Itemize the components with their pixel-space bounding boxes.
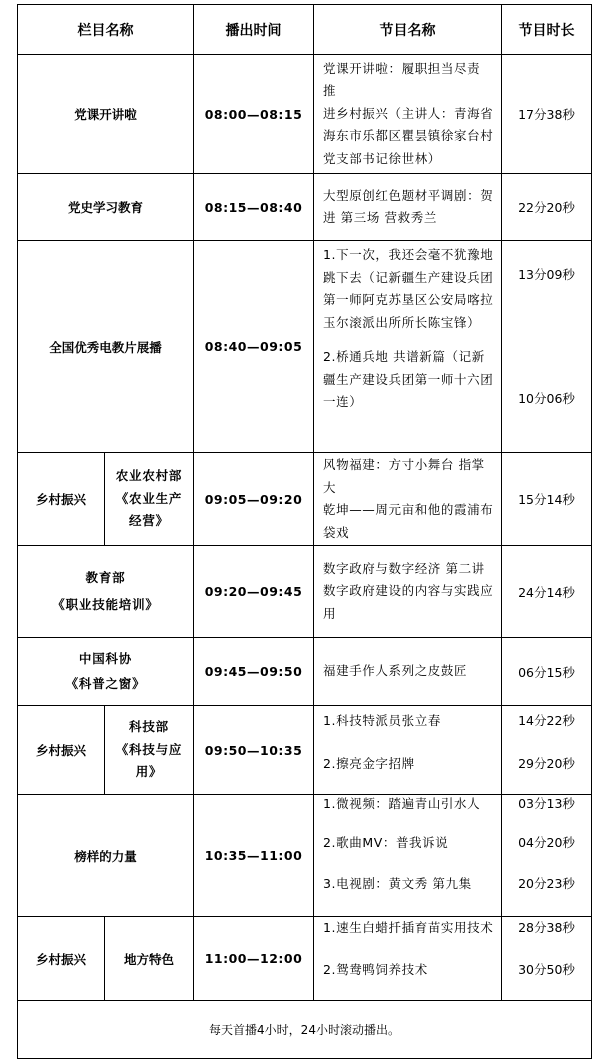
- program-line: 一连）: [323, 394, 363, 409]
- program-line: 2.桥通兵地 共谱新篇（记新: [323, 349, 485, 364]
- header-duration: 节目时长: [502, 5, 592, 55]
- sub-line: 农业农村部: [115, 468, 183, 484]
- duration: [502, 241, 592, 453]
- program-line: 党支部书记徐世林）: [323, 150, 441, 166]
- duration-item: 30分50秒: [518, 962, 575, 977]
- program-name: [314, 795, 502, 917]
- column-line: 中国科协: [78, 651, 133, 666]
- air-time: 11:00—12:00: [194, 917, 314, 1001]
- program-line: 第一师阿克苏垦区公安局喀拉: [323, 292, 494, 307]
- table-row: [18, 55, 592, 174]
- header-row: [18, 5, 592, 55]
- program-name: [314, 638, 502, 706]
- air-time: 09:05—09:20: [194, 453, 314, 546]
- column-name: 党史学习教育: [18, 174, 194, 241]
- air-time: 09:20—09:45: [194, 546, 314, 638]
- sub-line: 《农业生产: [115, 490, 183, 506]
- table-row: [18, 638, 592, 706]
- program-name: [314, 174, 502, 241]
- program-line: 1.下一次，我还会毫不犹豫地: [323, 247, 494, 262]
- column-name: 榜样的力量: [18, 795, 194, 917]
- program-name: [314, 917, 502, 1001]
- duration: 15分14秒: [502, 453, 592, 546]
- duration: 17分38秒: [502, 55, 592, 174]
- table-row: [18, 706, 592, 795]
- program-line: 数字政府与数字经济 第二讲: [323, 560, 485, 576]
- group-name: 乡村振兴: [18, 706, 105, 795]
- program-line: 进 第三场 营救秀兰: [323, 210, 437, 225]
- program-name: [314, 453, 502, 546]
- column-line: 教育部: [85, 570, 126, 585]
- column-name: 全国优秀电教片展播: [18, 241, 194, 453]
- program-line: 党课开讲啦：履职担当尽责 推: [323, 60, 481, 99]
- air-time: 08:00—08:15: [194, 55, 314, 174]
- duration: [502, 795, 592, 917]
- group-name: 乡村振兴: [18, 917, 105, 1001]
- program-name: [314, 241, 502, 453]
- program-line: 风物福建：方寸小舞台 指掌大: [323, 457, 485, 495]
- duration-item: 04分20秒: [518, 835, 575, 850]
- footer-note: 每天首播4小时，24小时滚动播出。: [18, 1001, 592, 1059]
- column-name: 党课开讲啦: [18, 55, 194, 174]
- program-item: 1.微视频：踏遍青山引水人: [323, 796, 481, 811]
- schedule-table: [17, 4, 592, 1059]
- program-line: 乾坤——周元亩和他的霞浦布: [323, 502, 494, 517]
- duration-item: 10分06秒: [518, 391, 575, 406]
- column-name: [18, 638, 194, 706]
- air-time: 08:15—08:40: [194, 174, 314, 241]
- column-name: [18, 546, 194, 638]
- program-line: 大型原创红色题材平调剧：贺: [323, 187, 494, 203]
- duration: [502, 917, 592, 1001]
- air-time: 09:50—10:35: [194, 706, 314, 795]
- sub-line: 经营》: [129, 513, 169, 529]
- sub-column-name: [105, 453, 194, 546]
- program-line: 数字政府建设的内容与实践应: [323, 583, 494, 599]
- air-time: 10:35—11:00: [194, 795, 314, 917]
- program-item: 2.鸳鸯鸭饲养技术: [323, 962, 428, 977]
- program-name: [314, 546, 502, 638]
- duration: 06分15秒: [502, 638, 592, 706]
- air-time: 08:40—09:05: [194, 241, 314, 453]
- sub-column-name: 地方特色: [105, 917, 194, 1001]
- program-line: 袋戏: [323, 524, 350, 540]
- duration-item: 20分23秒: [518, 876, 575, 891]
- table-row: [18, 453, 592, 546]
- program-line: 用: [323, 605, 337, 621]
- column-line: 《科普之窗》: [65, 675, 146, 691]
- air-time: 09:45—09:50: [194, 638, 314, 706]
- program-item: 2.擦亮金字招牌: [323, 756, 415, 771]
- table-row: [18, 546, 592, 638]
- program-name: [314, 706, 502, 795]
- program-line: 福建手作人系列之皮鼓匠: [323, 663, 468, 679]
- header-time: 播出时间: [194, 5, 314, 55]
- duration: [502, 706, 592, 795]
- group-name: 乡村振兴: [18, 453, 105, 546]
- header-column: 栏目名称: [18, 5, 194, 55]
- sub-line: 《科技与应: [115, 741, 183, 757]
- program-item: 3.电视剧：黄文秀 第九集: [323, 876, 472, 891]
- program-line: 玉尔滚派出所所长陈宝锋）: [323, 314, 481, 330]
- program-line: 跳下去（记新疆生产建设兵团: [323, 269, 494, 285]
- duration-item: 29分20秒: [518, 756, 575, 771]
- program-name: [314, 55, 502, 174]
- duration-item: 14分22秒: [518, 713, 575, 728]
- program-line: 海东市乐都区瞿昙镇徐家台村: [323, 128, 494, 144]
- duration-item: 13分09秒: [518, 267, 575, 282]
- program-item: 2.歌曲MV：普我诉说: [323, 835, 449, 850]
- duration: 22分20秒: [502, 174, 592, 241]
- column-line: 《职业技能培训》: [52, 596, 159, 612]
- table-row: [18, 917, 592, 1001]
- duration: 24分14秒: [502, 546, 592, 638]
- sub-line: 用》: [135, 764, 163, 780]
- duration-item: 28分38秒: [518, 920, 575, 935]
- program-item: 1.速生白蜡扦插育苗实用技术: [323, 920, 494, 935]
- duration-item: 03分13秒: [518, 796, 575, 811]
- table-row: [18, 241, 592, 453]
- table-row: [18, 174, 592, 241]
- program-line: 疆生产建设兵团第一师十六团: [323, 371, 494, 387]
- footer-row: [18, 1001, 592, 1059]
- table-row: [18, 795, 592, 917]
- sub-line: 科技部: [129, 719, 169, 735]
- program-item: 1.科技特派员张立春: [323, 713, 441, 728]
- program-line: 进乡村振兴（主讲人：青海省: [323, 105, 494, 121]
- header-program: 节目名称: [314, 5, 502, 55]
- sub-column-name: [105, 706, 194, 795]
